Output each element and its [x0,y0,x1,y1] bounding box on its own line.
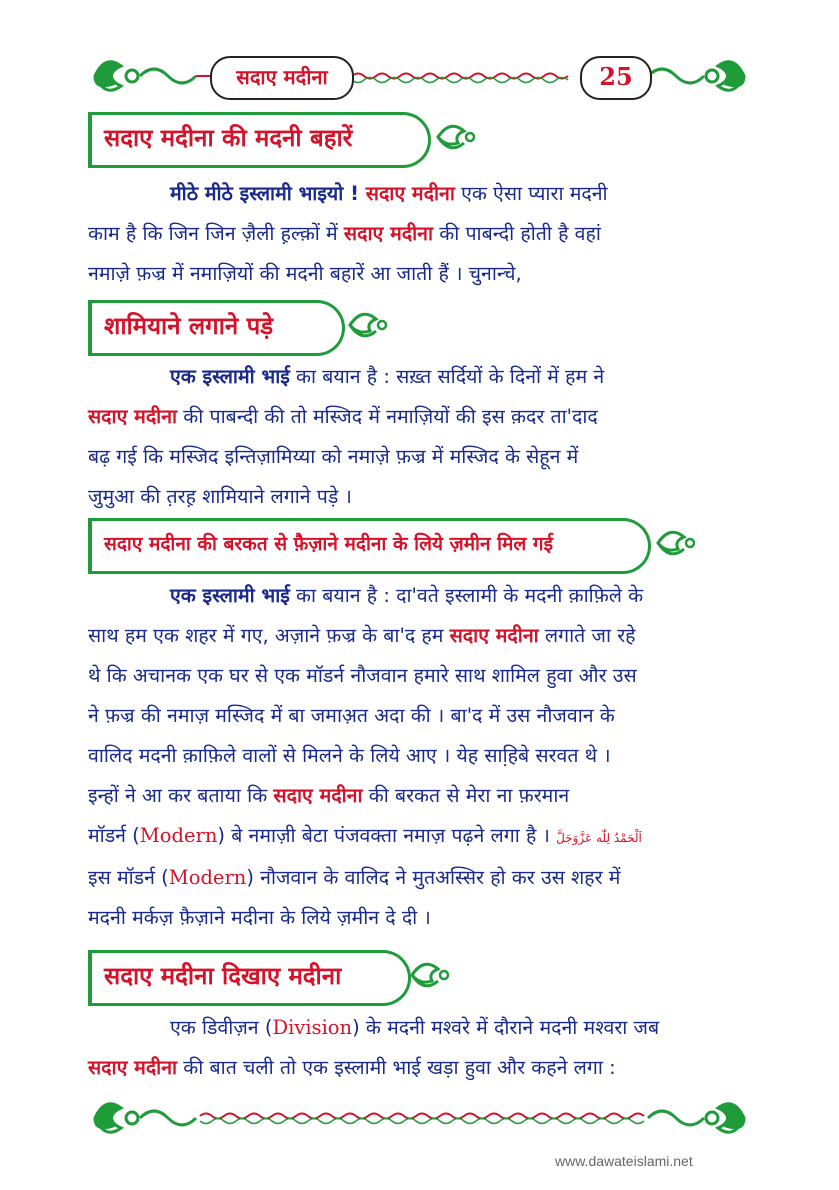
leaf-ornament-icon [436,112,480,162]
body-text: साथ हम एक शहर में गए, अज़ाने फ़ज्र के बा'द हम [88,624,450,647]
header-ornament [0,0,839,110]
latin-text: Modern [139,824,218,847]
leaf-ornament-icon [656,518,700,568]
paragraph-line [88,357,750,397]
body-text: मदनी मर्कज़ फ़ैज़ाने मदीना के लिये ज़मीन दे दी । [88,906,431,929]
body-text: जुमुआ की त़रह़ शामियाने लगाने पड़े । [88,485,352,508]
latin-text: Division [272,1016,353,1039]
section-paragraph-4 [88,1008,750,1088]
section-heading-4 [88,950,411,1006]
paragraph-line [88,477,750,517]
section-paragraph-3 [88,576,750,938]
section-heading-text: शामियाने लगाने पड़े [104,312,274,340]
paragraph-line [88,776,750,816]
paragraph-line [88,254,750,294]
body-text: का बयान है : दा'वते इस्लामी के मदनी क़ाफ़िले के [289,584,644,607]
highlight-text: सदाए मदीना [88,1056,178,1079]
body-text: की बात चली तो एक इस्लामी भाई खड़ा हुवा और कहने लगा : [177,1056,616,1079]
highlight-text: सदाए मदीना [365,182,455,205]
section-heading-text: सदाए मदीना की मदनी बहारें [104,124,353,152]
paragraph-line [88,1048,750,1088]
paragraph-line [88,437,750,477]
section-heading-text: सदाए मदीना दिखाए मदीना [104,962,342,990]
bold-text: एक इस्लामी भाई [170,584,290,607]
highlight-text: सदाए मदीना [88,405,178,428]
body-text: मॉडर्न ( [88,824,140,847]
body-text: लगाते जा रहे [538,624,636,647]
body-text: काम है कि जिन जिन ज़ैली ह़ल्क़ों में [88,222,344,245]
paragraph-line [88,898,750,938]
running-header-title: सदाए मदीना [210,56,354,100]
highlight-text: सदाए मदीना [343,222,434,245]
section-heading-text: सदाए मदीना की बरकत से फ़ैज़ाने मदीना के लिये ज़मीन मिल गई [104,533,553,555]
latin-text: Modern [168,866,247,889]
body-text: एक डिवीज़न ( [170,1016,273,1039]
body-text: ) बे नमाज़ी बेटा पंजवक्ता नमाज़ पढ़ने लगा है । [217,824,557,847]
leaf-ornament-icon [410,950,454,1000]
body-text: की बरकत से मेरा ना फ़रमान [362,784,570,807]
body-text: ) नौजवान के वालिद ने मुतअस्सिर हो कर उस शहर में [246,866,621,889]
body-text: इस मॉडर्न ( [88,866,169,889]
body-text: नमाज़े फ़ज्र में नमाज़ियों की मदनी बहारें आ जाती हैं । चुनान्चे, [88,262,522,285]
body-text: एक ऐसा प्यारा मदनी [454,182,608,205]
body-text: ने फ़ज्र की नमाज़ मस्जिद में बा जमाअ़त अदा की । बा'द में उस नौजवान के [88,704,615,727]
bold-text: एक इस्लामी भाई [170,365,290,388]
website-url: www.dawateislami.net [555,1153,693,1169]
paragraph-line [88,858,750,898]
body-text: का बयान है : सख़्त सर्दियों के दिनों में हम ने [289,365,605,388]
paragraph-line [88,616,750,656]
arabic-text: اَلْحَمْدُ لِلّٰه عَزَّوَجَلَّ [556,831,642,845]
highlight-text: सदाए मदीना [273,784,363,807]
section-paragraph-1 [88,174,750,294]
body-text: थे कि अचानक एक घर से एक मॉडर्न नौजवान हमारे साथ शामिल हुवा और उस [88,664,637,687]
body-text: बढ़ गई कि मस्जिद इन्तिज़ामिय्या को नमाज़े फ़ज्र में मस्जिद के सेहून में [88,445,579,468]
paragraph-line [88,816,750,858]
footer-ornament [0,1090,839,1150]
section-heading-1 [88,112,431,168]
paragraph-line [88,1008,750,1048]
section-heading-2 [88,300,345,356]
paragraph-line [88,214,750,254]
page-number: 25 [580,56,652,100]
section-paragraph-2 [88,357,750,517]
bold-text: मीठे मीठे इस्लामी भाइयो ! [170,182,366,205]
section-heading-3 [88,518,651,574]
body-text: वालिद मदनी क़ाफ़िले वालों से मिलने के लिये आए । येह साहि़बे सरवत थे । [88,744,611,767]
paragraph-line [88,576,750,616]
body-text: इन्हों ने आ कर बताया कि [88,784,274,807]
leaf-ornament-icon [348,300,392,350]
paragraph-line [88,174,750,214]
body-text: ) के मदनी मश्वरे में दौराने मदनी मश्वरा जब [352,1016,660,1039]
body-text: की पाबन्दी की तो मस्जिद में नमाज़ियों की इस क़दर ता'दाद [177,405,598,428]
paragraph-line [88,656,750,696]
paragraph-line [88,696,750,736]
paragraph-line [88,736,750,776]
paragraph-line [88,397,750,437]
body-text: की पाबन्दी होती है वहां [433,222,601,245]
highlight-text: सदाए मदीना [449,624,539,647]
